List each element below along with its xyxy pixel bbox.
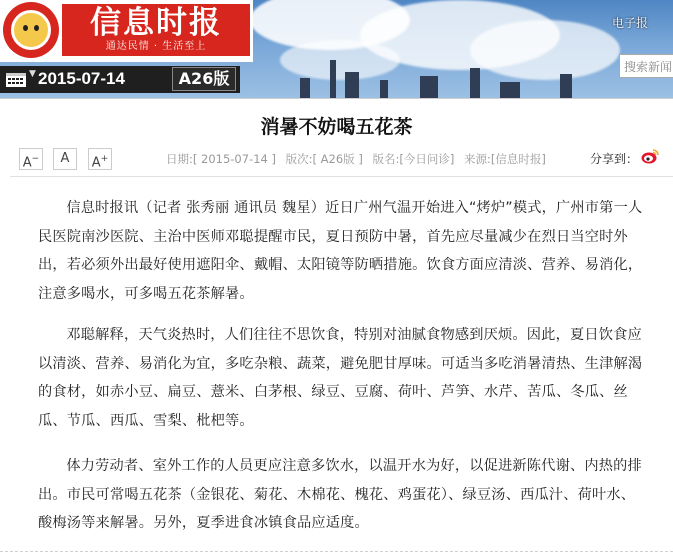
- skyline: [300, 78, 310, 98]
- weibo-icon[interactable]: [641, 148, 659, 164]
- cloud-decoration: [470, 20, 620, 80]
- header-divider: [0, 98, 673, 99]
- article-meta: [166, 151, 552, 167]
- skyline: [330, 60, 336, 98]
- article-paragraph: 信息时报讯（记者 张秀丽 通讯员 魏星）近日广州气温开始进入“烤炉”模式，广州市第一人民医院南沙医院、主治中医师邓聪提醒市民，夏日预防中暑，首先应尽量减少在烈日当空时外出，若必须外出最好使用遮阳伞、戴帽、太阳镜等防晒措施。饮食方面应清淡、营养、易消化，注意多喝水，可多喝五花茶解暑。: [38, 200, 643, 302]
- font-larger-button[interactable]: [88, 148, 112, 170]
- newspaper-logo[interactable]: [0, 0, 253, 62]
- meta-date: 日期:[ 2015-07-14 ]: [166, 152, 276, 166]
- font-normal-button[interactable]: [53, 148, 77, 170]
- skyline: [420, 76, 438, 98]
- plus-glyph: +: [100, 154, 109, 164]
- skyline: [500, 82, 520, 98]
- current-date[interactable]: 2015-07-14: [38, 69, 125, 88]
- share-label: 分享到：: [590, 152, 639, 166]
- meta-edition: 版次:[ A26版 ]: [285, 152, 363, 166]
- search-input[interactable]: 搜索新闻: [619, 54, 673, 78]
- logo-wordmark: [62, 4, 250, 56]
- font-smaller-button[interactable]: [19, 148, 43, 170]
- meta-source: 来源:[信息时报]: [464, 152, 546, 166]
- font-normal-label: A: [60, 151, 70, 166]
- header-banner: [0, 0, 673, 98]
- logo-slogan: 通达民情 · 生活至上: [105, 41, 207, 52]
- calendar-icon[interactable]: [6, 71, 26, 87]
- article-paragraph: 体力劳动者、室外工作的人员更应注意多饮水，以温开水为好，以促进新陈代谢、内热的排出。市民可常喝五花茶（金银花、菊花、木棉花、槐花、鸡蛋花）、绿豆汤、西瓜汁、荷叶水、酸梅汤等来解暑。另外，夏季进食冰镇食品应适度。: [38, 458, 642, 532]
- date-selector[interactable]: [0, 66, 240, 93]
- chevron-down-icon[interactable]: ▼: [29, 69, 36, 79]
- article-title: 消暑不妨喝五花茶: [260, 116, 413, 138]
- footer-divider: [0, 551, 673, 552]
- article-paragraph: 邓聪解释，天气炎热时，人们往往不思饮食，特别对油腻食物感到厌烦。因此，夏日饮食应以清淡、营养、易消化为宜，多吃杂粮、蔬菜，避免肥甘厚味。可适当多吃消暑清热、生津解渴的食材，如赤小豆、扁豆、薏米、白茅根、绿豆、豆腐、荷叶、芦笋、水芹、苦瓜、冬瓜、丝瓜、节瓜、西瓜、雪梨、枇杷等。: [38, 327, 643, 429]
- minus-glyph: −: [31, 154, 40, 164]
- skyline: [380, 80, 388, 98]
- meta-section: 版名:[今日问诊]: [372, 152, 455, 166]
- edition-selector[interactable]: A26版: [172, 67, 236, 91]
- lion-mascot-logo: [3, 2, 59, 58]
- meta-divider: [10, 176, 673, 177]
- font-smaller-label: A: [22, 155, 32, 171]
- skyline: [560, 74, 572, 98]
- epaper-link[interactable]: 电子报: [612, 16, 649, 30]
- skyline: [345, 72, 359, 98]
- logo-title: 信息时报: [90, 5, 222, 41]
- skyline: [470, 68, 480, 98]
- font-larger-label: A: [91, 155, 101, 171]
- cloud-decoration: [280, 40, 400, 80]
